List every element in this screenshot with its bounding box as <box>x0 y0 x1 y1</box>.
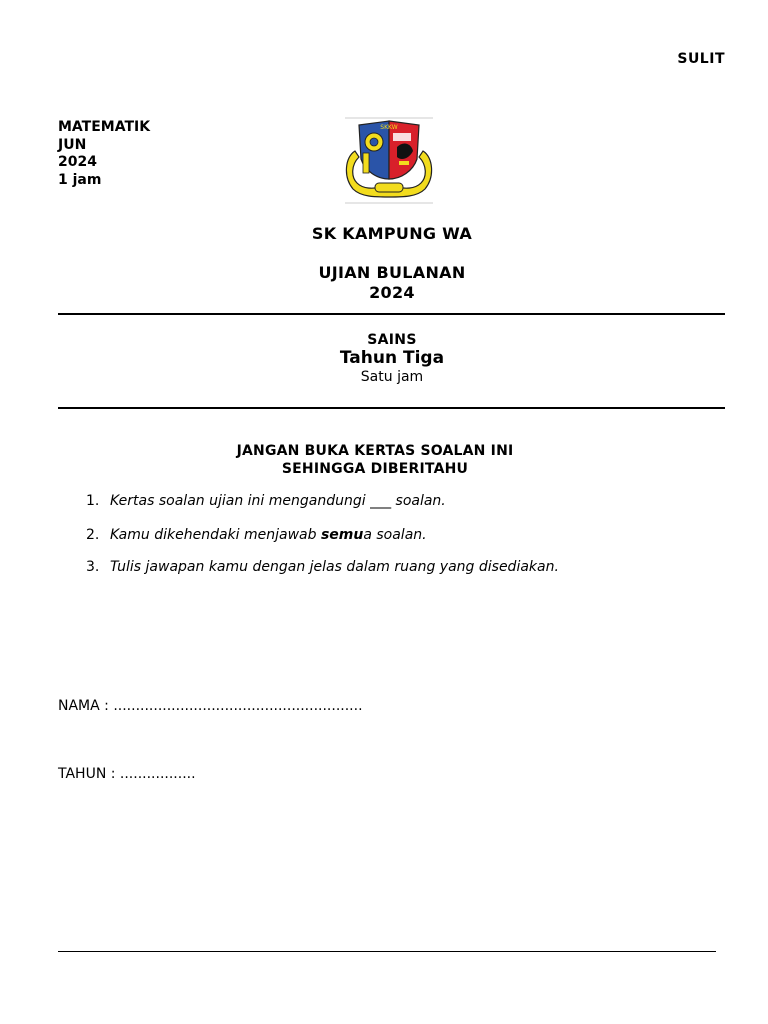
exam-title: UJIAN BULANAN <box>318 263 466 282</box>
instruction-number: 3. <box>86 559 100 575</box>
paper-level: Tahun Tiga <box>339 348 445 368</box>
instruction-number: 1. <box>86 493 100 509</box>
exam-title-block <box>0 263 768 303</box>
instruction-text: Kertas soalan ujian ini mengandungi ___ soalan. <box>110 493 446 509</box>
instruction-text-start: Kamu dikehendaki menjawab <box>110 527 321 543</box>
instruction-item <box>86 527 427 543</box>
exam-month: JUN <box>58 136 87 153</box>
instruction-item <box>86 493 446 509</box>
paper-time: Satu jam <box>360 369 424 385</box>
school-name: SK KAMPUNG WA <box>311 224 473 243</box>
top-divider <box>58 313 725 315</box>
year-field[interactable]: TAHUN : ................. <box>58 766 196 782</box>
subject-code: MATEMATIK <box>58 119 151 135</box>
paper-subject: SAINS <box>367 332 417 348</box>
instruction-item <box>86 559 559 575</box>
exam-meta <box>58 119 150 189</box>
logo-lettering: SKKW <box>380 124 398 131</box>
exam-year: 2024 <box>58 154 97 170</box>
exam-title-year: 2024 <box>369 283 415 302</box>
bottom-divider <box>58 407 725 409</box>
footer-rule <box>58 951 716 952</box>
instruction-number: 2. <box>86 527 100 543</box>
classification-label: SULIT <box>677 51 725 67</box>
warning-line-1: JANGAN BUKA KERTAS SOALAN INI <box>236 443 514 459</box>
warning-line-2: SEHINGGA DIBERITAHU <box>281 461 469 477</box>
instruction-text-end: a soalan. <box>363 527 427 543</box>
name-field[interactable]: NAMA : ........................................................ <box>58 698 363 714</box>
school-crest-logo <box>341 117 437 205</box>
exam-duration: 1 jam <box>58 171 102 188</box>
instruction-text: Tulis jawapan kamu dengan jelas dalam ruang yang disediakan. <box>110 559 559 575</box>
instruction-emphasis: semu <box>320 527 364 543</box>
warning-notice <box>0 442 750 478</box>
